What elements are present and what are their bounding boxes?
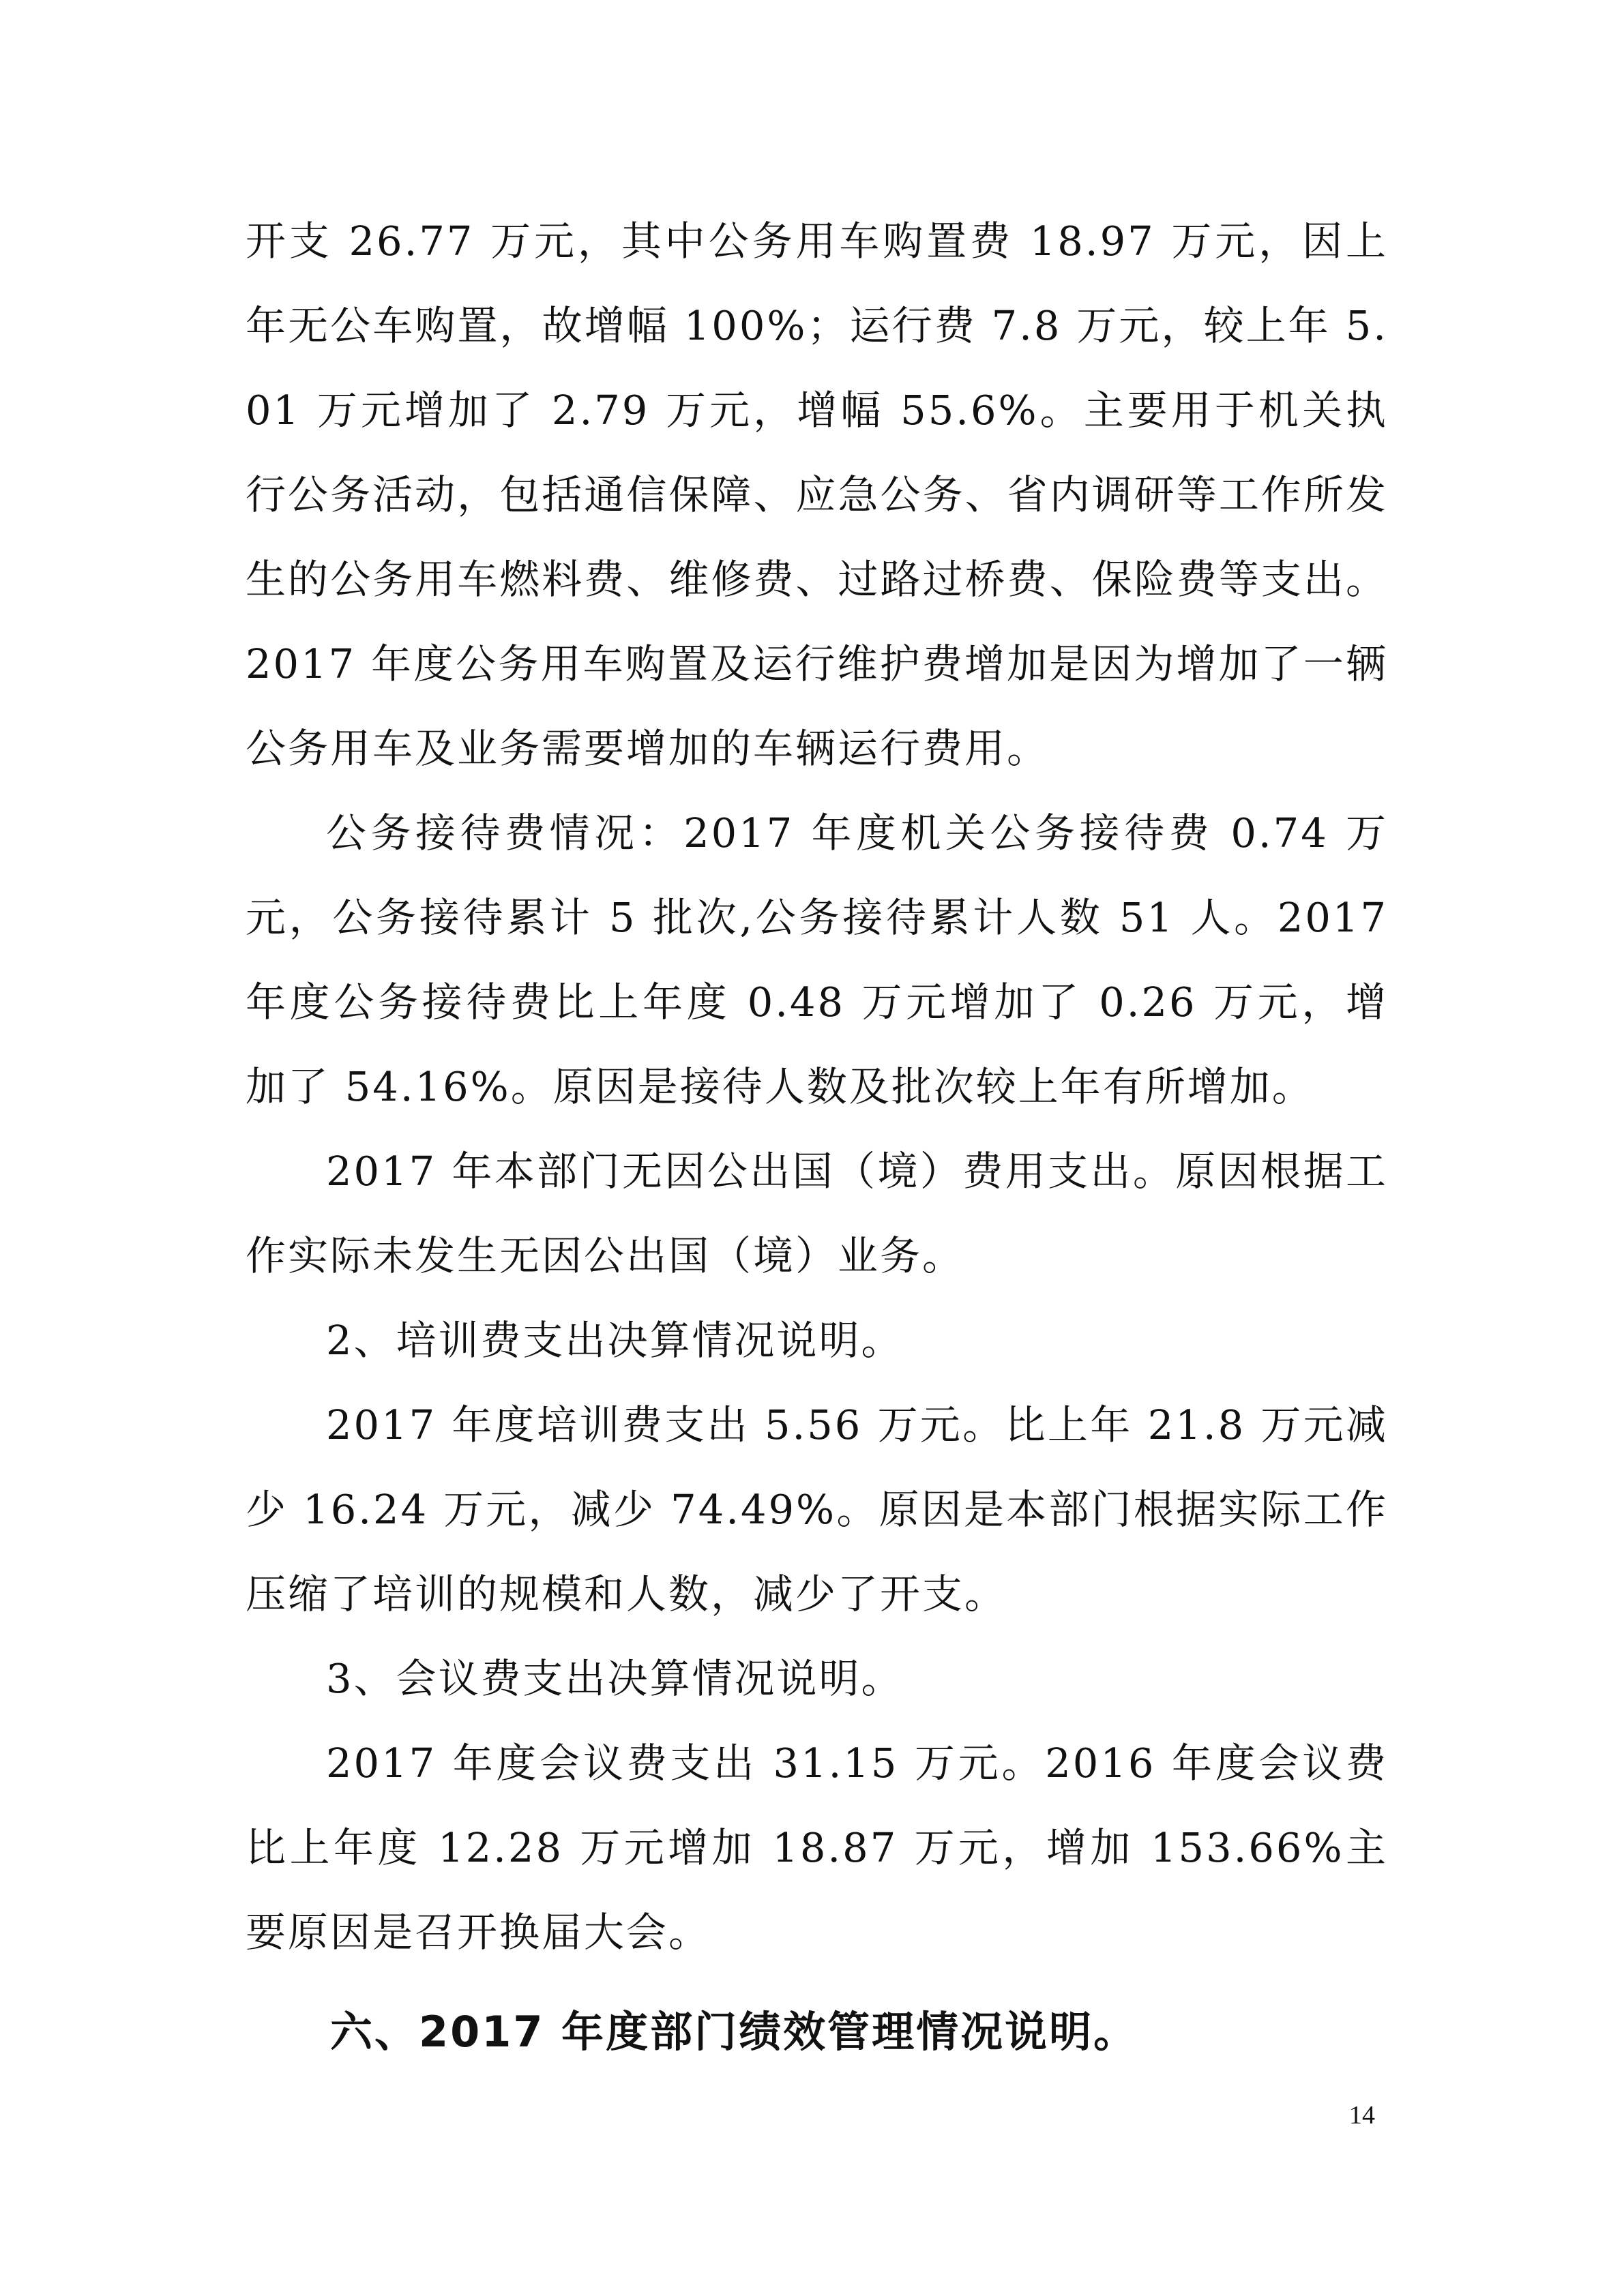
paragraph-training-costs: 2017 年度培训费支出 5.56 万元。比上年 21.8 万元减少 16.24 万元，减少 74.49%。原因是本部门根据实际工作压缩了培训的规模和人数，减少了开支。 xyxy=(246,1401,1388,1617)
paragraph-training-heading: 2、培训费支出决算情况说明。 xyxy=(326,1317,904,1364)
paragraph-reception-costs: 公务接待费情况：2017 年度机关公务接待费 0.74 万元，公务接待累计 5 批次,公务接待累计人数 51 人。2017 年度公务接待费比上年度 0.48 万元增加了 0.26 万元，增加了 54.16%。原因是接待人数及批次较上年有所增加。 xyxy=(246,809,1388,1110)
paragraph-meeting-costs: 2017 年度会议费支出 31.15 万元。2016 年度会议费比上年度 12.28 万元增加 18.87 万元，增加 153.66%主要原因是召开换届大会。 xyxy=(246,1740,1388,1956)
section-heading-performance: 六、2017 年度部门绩效管理情况说明。 xyxy=(330,2007,1138,2057)
page-body xyxy=(246,199,1388,2074)
paragraph-overseas-travel: 2017 年本部门无因公出国（境）费用支出。原因根据工作实际未发生无因公出国（境）业务。 xyxy=(246,1148,1388,1279)
page-number: 14 xyxy=(1349,2101,1375,2130)
paragraph-meeting-heading: 3、会议费支出决算情况说明。 xyxy=(326,1655,904,1702)
paragraph-vehicle-costs: 开支 26.77 万元，其中公务用车购置费 18.97 万元，因上年无公车购置，故增幅 100%；运行费 7.8 万元，较上年 5.01 万元增加了 2.79 万元，增幅 55.6%。主要用于机关执行公务活动，包括通信保障、应急公务、省内调研等工作所发生的公务用车燃料费、维修费、过路过桥费、保险费等支出。2017 年度公务用车购置及运行维护费增加是因为增加了一辆公务用车及业务需要增加的车辆运行费用。 xyxy=(246,218,1388,772)
